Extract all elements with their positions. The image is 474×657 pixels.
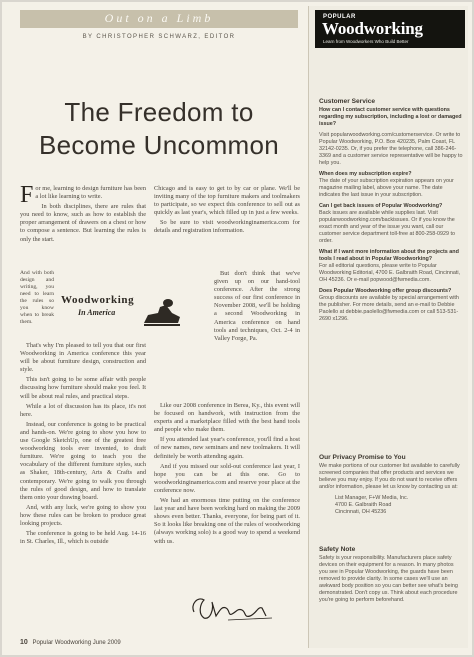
faq-answer: Back issues are available while supplies last. Visit popularwoodworking.com/backissues. Or if you know the exact month and year of the issue you want, call our customer service department toll-free at 800-258-0929 to order.: [319, 210, 456, 244]
woodworking-in-america-logo: [58, 291, 184, 333]
masthead-title: Woodworking: [322, 19, 423, 38]
issue-date: June 2009: [92, 640, 121, 646]
faq-question: Can I get back issues of Popular Woodworking?: [319, 203, 443, 209]
paragraph: And if you missed our sold-out conference last year, I hope you can be at this one. Go to woodworkinginamerica.com and reserve your place at the conference now.: [154, 462, 300, 494]
page-number: 10: [20, 639, 28, 646]
faq-answer: The date of your subscription expiration appears on your magazine mailing label, above your name. The date indicates the last issue in your subscription.: [319, 178, 454, 198]
safety-section: [319, 546, 463, 608]
address-line: List Manager, F+W Media, Inc.: [335, 495, 409, 501]
editor-signature: [188, 592, 274, 626]
paragraph: This isn't going to be some affair with people discussing how furniture should make you feel. It will be about real rules, and practical steps.: [20, 376, 146, 400]
faq-question: Does Popular Woodworking offer group discounts?: [319, 288, 452, 294]
article-title-line-1: The Freedom to: [64, 97, 254, 127]
section-title: Out on a Limb: [104, 11, 214, 25]
paragraph: And with both design and writing, you need to learn the rules so you know when to break them.: [20, 270, 54, 325]
customer-service-sidebar: [308, 6, 468, 648]
paragraph-text: or me, learning to design furniture has been a lot like learning to write.: [35, 185, 146, 201]
hand-plane-icon: [142, 293, 182, 329]
paragraph: [20, 182, 146, 208]
section-heading: Safety Note: [319, 546, 356, 553]
faq-answer: For all editorial questions, please write to Popular Woodworking Editorial, 4700 E. Galbraith Road, Cincinnati, OH 45236. Or e-mail popwood@fwmedia.com.: [319, 263, 461, 283]
body-column-1-wrap: [20, 270, 54, 328]
magazine-name: Popular Woodworking: [32, 640, 92, 646]
article-title-line-2: Become Uncommon: [38, 130, 280, 160]
body-column-2-lower: [154, 402, 300, 548]
privacy-address: [335, 495, 463, 516]
privacy-section: [319, 454, 463, 520]
paragraph: While a lot of discussion has its place, it's not here.: [20, 402, 146, 418]
body-column-2: [154, 185, 300, 238]
masthead-popular: POPULAR: [323, 14, 356, 20]
paragraph: In both disciplines, there are rules that you need to know, such as how to establish the proper arrangement of drawers on a chest or how to compose a sentence. But learning the rules is only the start.: [20, 203, 146, 243]
section-banner: [20, 10, 298, 28]
paragraph: But don't think that we've given up on our hand-tool conference. After the strong success of our first conference in November 2008, we'll be holding a second Woodworking in America conference on hand tools and techniques, Oct. 2-4 in Valley Forge, Pa.: [214, 270, 300, 342]
customer-service-section: [319, 98, 463, 327]
section-heading: Our Privacy Promise to You: [319, 454, 406, 461]
paragraph: That's why I'm pleased to tell you that our first Woodworking in America conference this year will be about furniture design, construction and style.: [20, 342, 146, 374]
privacy-text: We make portions of our customer list available to carefully screened companies that offer products and services we believe you may enjoy. If you do not want to receive offers and/or information, please let us know by contacting us at:: [319, 463, 460, 490]
address-line: 4700 E. Galbraith Road: [335, 502, 392, 508]
paragraph: So be sure to visit woodworkinginamerica.com for details and registration information.: [154, 219, 300, 235]
body-column-1: [20, 182, 146, 246]
paragraph: The conference is going to be held Aug. 14-16 in St. Charles, Ill., which is outside: [20, 530, 146, 546]
page-footer: [20, 639, 121, 646]
paragraph: Instead, our conference is going to be practical and hands-on. We're going to show you how to use Google SketchUp, one of the greatest free woodworking tools ever invented, to draft furniture. We're going to teach you the vocabulary of the different furniture styles, such as Shaker, 18th-century, Arts & Crafts and contemporary. We're going to walk you through the rules of good design, and how to translate them onto your drawing board.: [20, 420, 146, 501]
logo-wordmark: Woodworking: [61, 294, 135, 306]
byline: BY CHRISTOPHER SCHWARZ, EDITOR: [82, 34, 236, 40]
section-heading: Customer Service: [319, 98, 376, 105]
body-column-2-wrap: [214, 270, 300, 345]
paragraph: And, with any luck, we're going to show you how these rules can be broken to produce great looking projects.: [20, 503, 146, 527]
address-line: Cincinnati, OH 45236: [335, 509, 387, 515]
paragraph: If you attended last year's conference, you'll find a host of new names, new seminars and new toolmakers. It will definitely be worth attending again.: [154, 436, 300, 460]
drop-cap: F: [20, 182, 34, 208]
masthead: [315, 10, 465, 48]
faq-question: What if I want more information about the projects and tools I read about in Popular Woodworking?: [319, 249, 459, 262]
faq-question: When does my subscription expire?: [319, 171, 412, 177]
body-column-1-lower: [20, 342, 146, 548]
masthead-tagline: Learn from Woodworkers Who Build Better: [323, 39, 409, 44]
paragraph: Chicago and is easy to get to by car or plane. We'll be inviting many of the top furniture makers and toolmakers to participate, so we expect this conference to sell out as quickly as last year's, which filled up in just a few weeks.: [154, 185, 300, 217]
paragraph: Like our 2008 conference in Berea, Ky., this event will be focused on handwork, with instruction from the experts and a marketplace filled with the best hand tools and people who make them.: [154, 402, 300, 434]
faq-answer: Visit popularwoodworking.com/customerservice. Or write to Popular Woodworking, P.O. Box 420235, Palm Coast, FL 32142-0235. Or, if you prefer the telephone, call 386-246-3369 and a customer service representative will be happy to help you.: [319, 132, 463, 166]
faq-answer: Group discounts are available by special arrangement with the publisher. For more details, send an e-mail to Debbie Paolello at debbie.paolello@fwmedia.com or call 513-531-2690 x1296.: [319, 295, 459, 322]
faq-question: How can I contact customer service with questions regarding my subscription, including a lost or damaged issue?: [319, 107, 462, 127]
magazine-page: [2, 2, 472, 655]
safety-text: Safety is your responsibility. Manufacturers place safety devices on their equipment for a reason. In many photos you see in Popular Woodworking, the guards have been removed to provide clarity. In some cases we'll use an awkward body position so you can better see what's being demonstrated. Don't copy us. Think about each procedure you're going to perform beforehand.: [319, 555, 458, 603]
logo-subtitle: In America: [78, 308, 116, 317]
paragraph: We had an enormous time putting on the conference last year and have been working hard on making the 2009 shows even better. Thanks, everyone, for being part of it. So it looks like breaking one of the rules of woodworking (always working solo) is a good way to spend a weekend with us.: [154, 497, 300, 545]
